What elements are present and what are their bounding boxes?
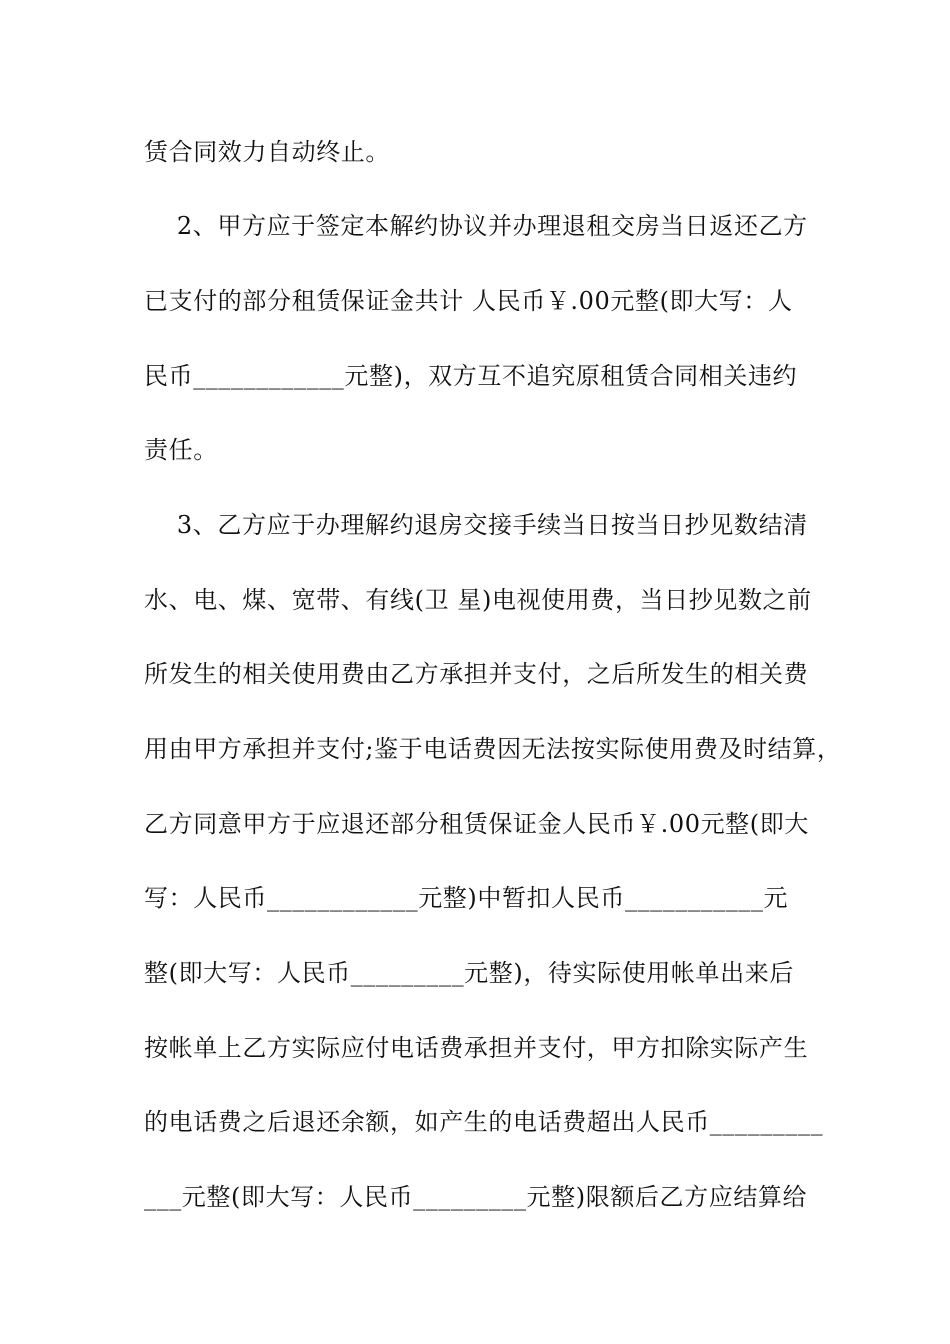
- text-line: 写：人民币____________元整)中暂扣人民币___________元: [144, 884, 789, 912]
- text-line: 的电话费之后退还余额，如产生的电话费超出人民币_________: [144, 1108, 824, 1136]
- text-line: 按帐单上乙方实际应付电话费承担并支付，甲方扣除实际产生: [144, 1034, 809, 1062]
- text-line: 2、甲方应于签定本解约协议并办理退租交房当日返还乙方: [144, 212, 808, 240]
- text-line: 乙方同意甲方于应退还部分租赁保证金人民币￥.00元整(即大: [144, 810, 809, 838]
- text-line: 赁合同效力自动终止。: [144, 138, 390, 166]
- text-line: 责任。: [144, 436, 218, 464]
- text-line: 3、乙方应于办理解约退房交接手续当日按当日抄见数结清: [144, 511, 808, 539]
- text-line: 整(即大写：人民币_________元整)，待实际使用帐单出来后: [144, 959, 794, 987]
- text-line: 已支付的部分租赁保证金共计 人民币￥.00元整(即大写：人: [144, 287, 793, 315]
- text-line: 所发生的相关使用费由乙方承担并支付，之后所发生的相关费: [144, 660, 809, 688]
- text-line: 水、电、煤、宽带、有线(卫 星)电视使用费，当日抄见数之前: [144, 586, 812, 614]
- text-line: 民币____________元整)，双方互不追究原租赁合同相关违约: [144, 362, 798, 390]
- text-line: ___元整(即大写：人民币_________元整)限额后乙方应结算给: [144, 1183, 808, 1211]
- text-line: 用由甲方承担并支付;鉴于电话费因无法按实际使用费及时结算，: [144, 735, 842, 763]
